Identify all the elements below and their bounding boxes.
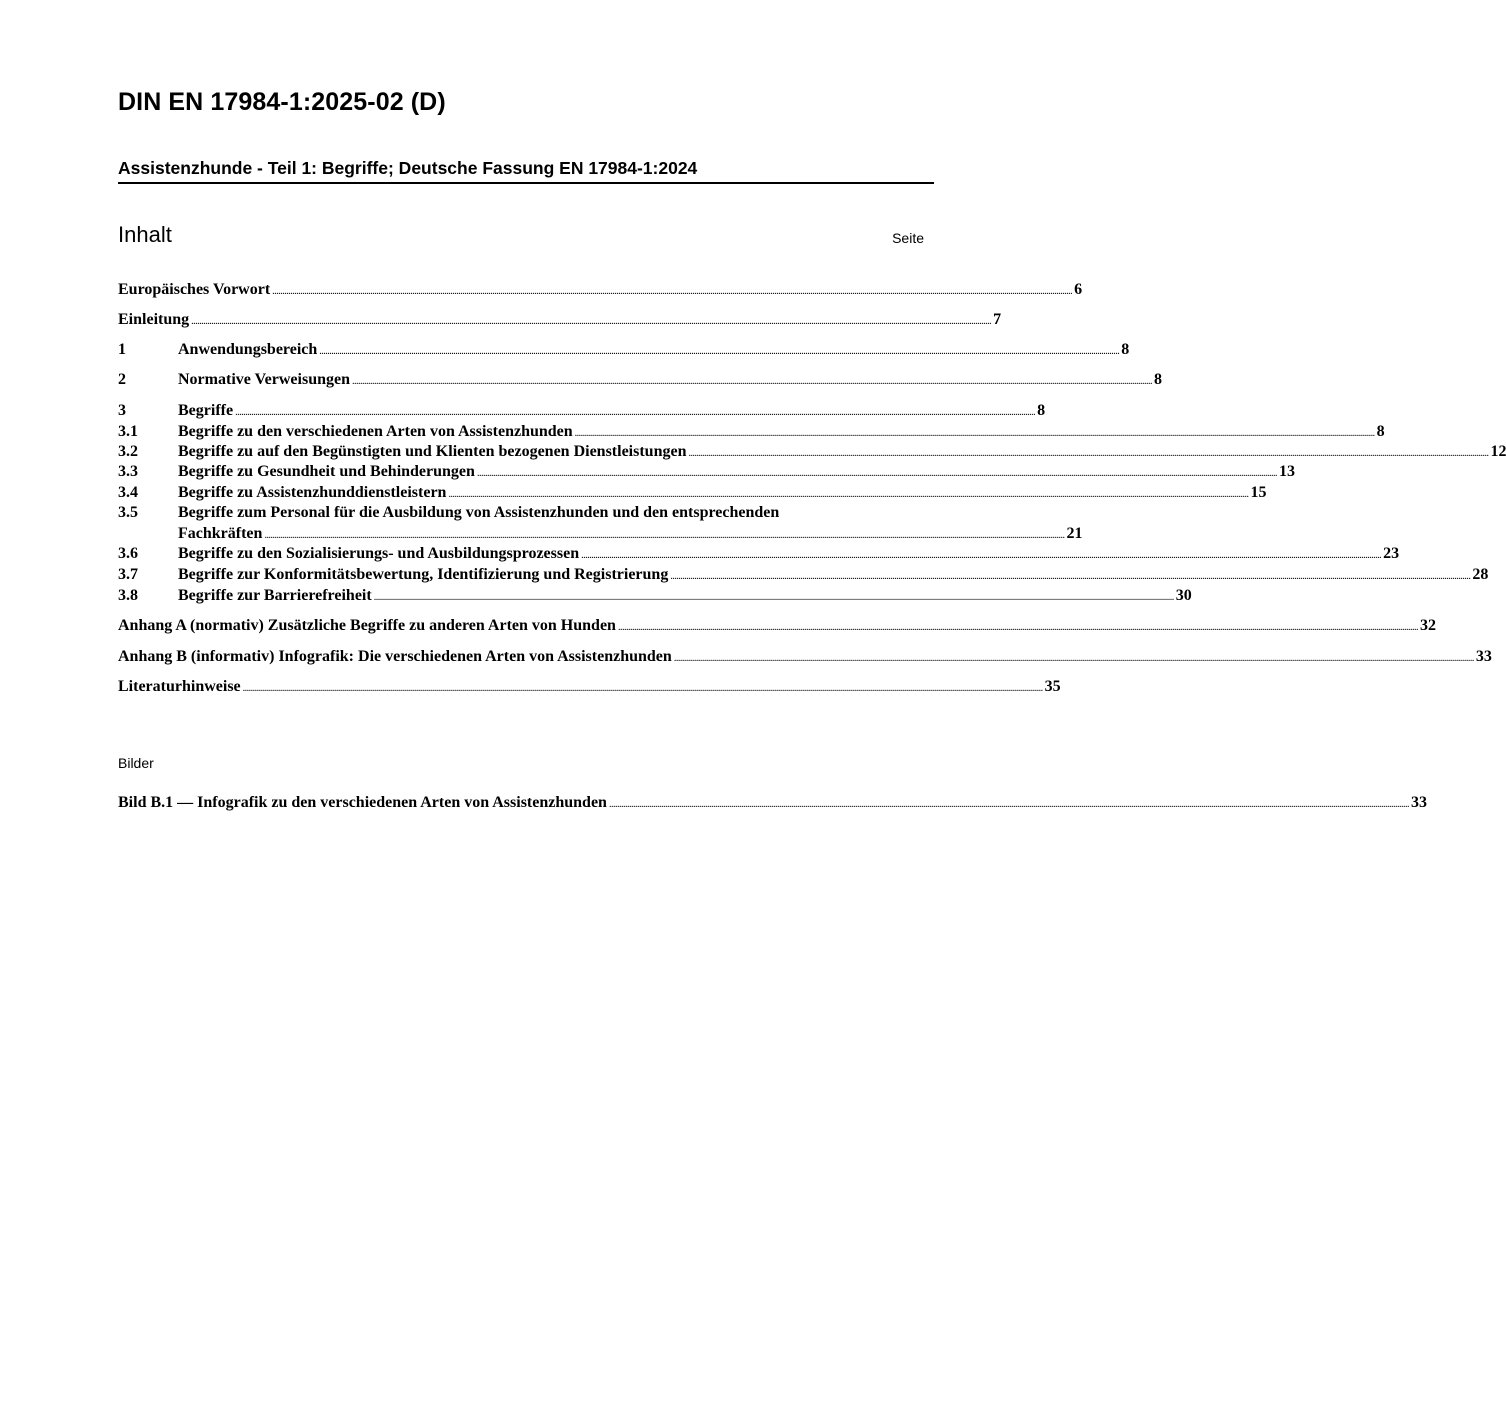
- toc-entry-number: 3.6: [118, 545, 138, 562]
- toc-entry-3-5[interactable]: [118, 502, 930, 523]
- toc-entry-title: Anwendungsbereich: [178, 341, 318, 358]
- toc-entry-page: 32: [1419, 617, 1436, 634]
- figure-entry-title: Bild B.1 — Infografik zu den verschiedenen Arten von Assistenzhunden: [118, 794, 607, 811]
- toc-entry-3-2[interactable]: [118, 441, 1506, 462]
- toc-entry-page: 35: [1044, 678, 1061, 695]
- toc-entry-3[interactable]: [118, 400, 1046, 421]
- toc-entry-number: 3: [118, 402, 126, 419]
- toc-leader-dots: ................................................................................................................................................................................................................................................................................................................................................................................................................: [574, 428, 1375, 439]
- toc-entry-3-1[interactable]: [118, 421, 1385, 442]
- toc-entry-number: 3.1: [118, 423, 138, 440]
- toc-entry-number: 3.8: [118, 587, 138, 604]
- toc-entry-title: Begriffe zur Konformitätsbewertung, Identifizierung und Registrierung: [178, 566, 669, 583]
- toc-heading: Inhalt: [118, 222, 172, 247]
- toc-entry-number: 3.4: [118, 484, 138, 501]
- toc-entry-title: Begriffe zur Barrierefreiheit: [178, 587, 372, 604]
- toc-entry-page: 8: [1121, 341, 1130, 358]
- toc-leader-dots: ................................................................................................................................................................................................................................................................................................................................................................................................................: [264, 530, 1065, 541]
- toc-entry-3-6[interactable]: [118, 543, 1400, 564]
- toc-page-label: Seite: [892, 230, 924, 246]
- toc-leader-dots: ................................................................................................................................................................................................................................................................................................................................................................................................................: [673, 653, 1474, 664]
- toc-entry-page: 8: [1153, 371, 1162, 388]
- toc-entry-title: Einleitung: [118, 311, 190, 328]
- toc-entry-page: 7: [993, 311, 1002, 328]
- toc-entry-3-5-cont[interactable]: [118, 523, 1083, 544]
- document-subtitle: Assistenzhunde - Teil 1: Begriffe; Deutsche Fassung EN 17984-1:2024: [118, 158, 698, 178]
- toc-entry-anhang-a[interactable]: [118, 615, 1436, 636]
- toc-leader-dots: ................................................................................................................................................................................................................................................................................................................................................................................................................: [688, 448, 1489, 459]
- toc-entry-title: Begriffe zu den verschiedenen Arten von Assistenzhunden: [178, 423, 573, 440]
- toc-entry-number: 3.3: [118, 463, 138, 480]
- figure-entry-b1[interactable]: [118, 792, 1427, 813]
- toc-entry-number: 1: [118, 341, 126, 358]
- toc-entry-page: 33: [1475, 648, 1492, 665]
- toc-entry-page: 30: [1175, 587, 1192, 604]
- toc-entry-anhang-b[interactable]: [118, 646, 1492, 667]
- toc-entry-3-8[interactable]: [118, 585, 1192, 606]
- toc-entry-page: 15: [1250, 484, 1267, 501]
- toc-leader-dots: ................................................................................................................................................................................................................................................................................................................................................................................................................: [581, 550, 1382, 561]
- toc-entry-number: 3.5: [118, 504, 138, 521]
- toc-entry-page: 8: [1376, 423, 1385, 440]
- toc-entry-page: 21: [1066, 525, 1083, 542]
- toc-leader-dots: ................................................................................................................................................................................................................................................................................................................................................................................................................: [272, 286, 1073, 297]
- figures-heading: Bilder: [118, 755, 154, 771]
- toc-entry-title: Begriffe zu Gesundheit und Behinderungen: [178, 463, 475, 480]
- toc-entry-title: Normative Verweisungen: [178, 371, 350, 388]
- figure-entry-page: 33: [1410, 794, 1427, 811]
- toc-entry-page: 6: [1074, 281, 1083, 298]
- toc-entry-title: Fachkräften: [178, 525, 263, 542]
- toc-entry-title: Literaturhinweise: [118, 678, 241, 695]
- toc-entry-3-4[interactable]: [118, 482, 1267, 503]
- toc-leader-dots: ................................................................................................................................................................................................................................................................................................................................................................................................................: [476, 468, 1277, 479]
- toc-leader-dots: ................................................................................................................................................................................................................................................................................................................................................................................................................: [670, 571, 1471, 582]
- toc-entry-title: Anhang B (informativ) Infografik: Die verschiedenen Arten von Assistenzhunden: [118, 648, 672, 665]
- toc-leader-dots: ................................................................................................................................................................................................................................................................................................................................................................................................................: [191, 316, 992, 327]
- toc-entry-page: 28: [1472, 566, 1489, 583]
- toc-entry-title: Europäisches Vorwort: [118, 281, 271, 298]
- toc-entry-number: 3.7: [118, 566, 138, 583]
- toc-entry-page: 13: [1278, 463, 1295, 480]
- toc-entry-title: Begriffe zu Assistenzhunddienstleistern: [178, 484, 447, 501]
- toc-entry-3-3[interactable]: [118, 461, 1295, 482]
- document-title: DIN EN 17984-1:2025-02 (D): [118, 88, 446, 116]
- toc-entry-number: 3.2: [118, 443, 138, 460]
- toc-entry-page: 8: [1037, 402, 1046, 419]
- toc-entry-literatur[interactable]: [118, 676, 1061, 697]
- toc-leader-dots: ................................................................................................................................................................................................................................................................................................................................................................................................................: [319, 346, 1120, 357]
- toc-entry-title: Begriffe zu den Sozialisierungs- und Ausbildungsprozessen: [178, 545, 580, 562]
- toc-entry-title: Begriffe zu auf den Begünstigten und Klienten bezogenen Dienstleistungen: [178, 443, 687, 460]
- toc-leader-dots: ................................................................................................................................................................................................................................................................................................................................................................................................................: [617, 622, 1418, 633]
- toc-entry-2[interactable]: [118, 369, 1162, 390]
- toc-entry-page: 12: [1490, 443, 1506, 460]
- toc-leader-dots: ................................................................................................................................................................................................................................................................................................................................................................................................................: [242, 683, 1043, 694]
- toc-entry-number: 2: [118, 371, 126, 388]
- toc-entry-3-7[interactable]: [118, 564, 1489, 585]
- toc-entry-title-line1: Begriffe zum Personal für die Ausbildung von Assistenzhunden und den entsprechenden: [178, 504, 780, 521]
- toc-leader-dots: ................................................................................................................................................................................................................................................................................................................................................................................................................: [351, 376, 1152, 387]
- toc-entry-title: Anhang A (normativ) Zusätzliche Begriffe zu anderen Arten von Hunden: [118, 617, 616, 634]
- toc-leader-dots: ................................................................................................................................................................................................................................................................................................................................................................................................................: [235, 407, 1036, 418]
- toc-entry-title: Begriffe: [178, 402, 234, 419]
- toc-entry-einleitung[interactable]: [118, 309, 1002, 330]
- header-rule: [118, 182, 934, 184]
- toc-leader-dots: ................................................................................................................................................................................................................................................................................................................................................................................................................: [448, 489, 1249, 500]
- toc-leader-dots: ................................................................................................................................................................................................................................................................................................................................................................................................................: [608, 799, 1409, 810]
- toc-leader-dots: ................................................................................................................................................................................................................................................................................................................................................................................................................: [373, 592, 1174, 603]
- toc-entry-page: 23: [1383, 545, 1400, 562]
- toc-entry-1[interactable]: [118, 339, 1130, 360]
- toc-entry-vorwort[interactable]: [118, 279, 1083, 300]
